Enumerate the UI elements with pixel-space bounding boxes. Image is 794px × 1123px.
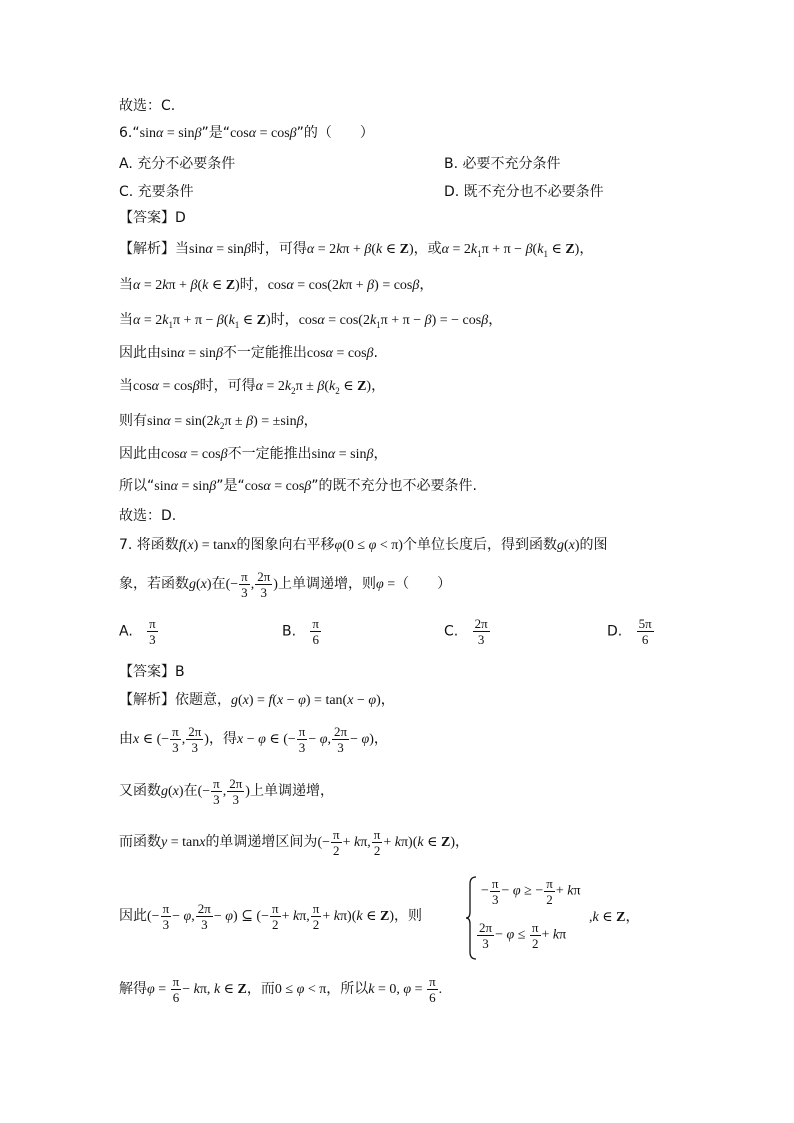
math: k = 0, φ = $\frac{\pi}{6}$ . (368, 974, 443, 1006)
option-value: $\frac{5\pi}{6}$ (638, 616, 652, 647)
math: φ = (375, 577, 396, 592)
analysis-label: 【解析】 (119, 692, 175, 708)
q7-answer: 【答案】B (119, 664, 185, 680)
text: 7. 将函数 (119, 537, 179, 553)
q6-stem (119, 123, 374, 144)
option-label: A. (119, 623, 133, 640)
text: 的图 (579, 537, 608, 553)
system-row-2: $\frac{2\pi}{3}$ − φ ≤ $\frac{\pi}{2}$ + kπ (479, 920, 567, 951)
text: 又函数 (119, 783, 161, 799)
text: 所以“ (119, 478, 155, 494)
text: ，而 (246, 981, 275, 997)
text: 时， (270, 312, 299, 328)
text: 的图象向右平移 (236, 537, 335, 553)
math: cosα = cosβ (133, 379, 200, 394)
q6-num: 6. (119, 125, 133, 141)
q6-analysis-line5 (119, 376, 385, 401)
math: g(x) (189, 577, 212, 592)
text: 当 (119, 277, 133, 293)
text: ， (373, 446, 388, 462)
text: ”是“ (216, 478, 245, 494)
math: g(x) = f(x − φ) = tan(x − φ) (231, 693, 381, 708)
text: ”的既不充分也不必要条件. (311, 478, 477, 494)
text: 因此由 (119, 345, 161, 361)
math: φ(0 ≤ φ < π) (334, 538, 403, 553)
text: 在 (183, 783, 198, 799)
math: x − φ ∈ (− $\frac{\pi}{3}$ − φ, $\frac{2\pi}{3}$ − φ) (236, 724, 374, 756)
q6-choice: 故选：D. (119, 508, 177, 524)
q6-option-d: D. 既不充分也不必要条件 (444, 184, 604, 200)
text: ， (303, 413, 318, 429)
text: ，得 (208, 731, 237, 747)
text: ， (579, 241, 594, 257)
math: g(x) (161, 784, 184, 799)
text: 象，若函数 (119, 576, 189, 592)
text: 当 (119, 312, 133, 328)
q6-analysis-line1 (119, 239, 593, 264)
text: ，则 (393, 908, 422, 924)
math: α = 2kπ + β(k ∈ Z) (133, 278, 240, 293)
math: α = 2kπ + β(k ∈ Z) (306, 242, 414, 257)
math: sinα = sinβ (154, 479, 217, 494)
option-value: $\frac{\pi}{3}$ (149, 616, 156, 647)
math: $\cos\alpha = \cos(2k_1\pi + \pi - \beta)$ = − cosβ (298, 313, 489, 330)
option-value: $\frac{2\pi}{3}$ (474, 616, 488, 647)
text: 时，可得 (199, 378, 256, 394)
text: ，所以 (326, 981, 369, 997)
text: 因此由 (119, 446, 161, 462)
q6-option-a: A. 充分不必要条件 (119, 156, 236, 172)
text: 当 (119, 378, 133, 394)
text: 时， (239, 277, 268, 293)
math: (− $\frac{\pi}{3}$ − φ, $\frac{2\pi}{3}$ − φ) ⊆ (− $\frac{\pi}{2}$ + kπ, $\frac{\pi}{2}$ + kπ)(k ∈ Z) (147, 901, 394, 933)
math: cosα = cos(2kπ + β) = cosβ (267, 278, 420, 293)
option-label: B. (282, 623, 297, 640)
q6-analysis-line3 (119, 310, 502, 335)
q6-analysis-line7 (119, 444, 388, 465)
text: 依题意， (175, 692, 231, 708)
q7-stem-line2 (119, 565, 451, 604)
text: 而函数 (119, 834, 161, 850)
q7-analysis-line2 (119, 720, 388, 759)
math: (− $\frac{\pi}{3}$ , $\frac{2\pi}{3}$ ) (225, 569, 278, 601)
math: y = tanx (161, 835, 206, 850)
math: sinα = sinβ (311, 447, 374, 462)
text: ， (373, 731, 388, 747)
q7-stem-line1 (119, 535, 608, 556)
text: 解得 (119, 981, 147, 997)
math: (− $\frac{\pi}{3}$ , $\frac{2\pi}{3}$ ) (197, 776, 250, 808)
option-label: C. (444, 623, 459, 640)
text: . (373, 345, 378, 361)
q7-analysis-line4 (119, 823, 469, 862)
math: x ∈ (− $\frac{\pi}{3}$ , $\frac{2\pi}{3}$ ) (133, 724, 209, 756)
q6-analysis-line2 (119, 275, 433, 296)
math: 0 ≤ φ < π (274, 982, 327, 997)
q6-option-c: C. 充要条件 (119, 184, 194, 200)
q6-analysis-line6 (119, 411, 318, 436)
analysis-label: 【解析】 (119, 241, 175, 257)
q7-analysis-line3 (119, 772, 334, 811)
system-row-1: − $\frac{\pi}{3}$ − φ ≥ − $\frac{\pi}{2}$ + kπ (481, 876, 581, 907)
math: $\alpha = 2k_1\pi + \pi - \beta(k_1$ ∈ Z) (133, 313, 271, 330)
math: cosα = cosβ (306, 346, 374, 361)
q6-cond-cos: cosα = cosβ (230, 126, 297, 141)
q6-answer: 【答案】D (119, 210, 186, 226)
math: sinα = sinβ (189, 242, 251, 257)
q6-analysis-line4 (119, 343, 378, 364)
text: 个单位长度后，得到函数 (402, 537, 557, 553)
text: 则有 (119, 413, 147, 429)
text: 的单调递增区间为 (205, 834, 318, 850)
option-value: $\frac{\pi}{6}$ (312, 616, 319, 647)
math: $\alpha = 2k_1\pi + \pi - \beta(k_1$ ∈ Z) (441, 242, 580, 259)
text: ， (419, 277, 434, 293)
q7-option-b (282, 616, 322, 647)
text: ， (455, 834, 469, 850)
text: 在 (211, 576, 226, 592)
math: sinα = sinβ (161, 346, 223, 361)
text: ， (625, 909, 640, 925)
math: (− $\frac{\pi}{2}$ + kπ, $\frac{\pi}{2}$ + kπ)(k ∈ Z) (317, 827, 455, 859)
text: 当 (175, 241, 189, 257)
text: 不一定能推出 (227, 446, 312, 462)
math: cosα = cosβ (161, 447, 228, 462)
math: g(x) (556, 538, 580, 553)
q7-option-a (119, 616, 159, 647)
q7-option-c (444, 616, 491, 647)
text: ， (380, 692, 395, 708)
q6-quote-mid: ”是“ (201, 125, 231, 141)
text: 上单调递增， (249, 783, 334, 799)
math: cosα = cosβ (244, 479, 312, 494)
q7-analysis-line5 (119, 897, 422, 936)
text: 上单调递增，则 (277, 576, 376, 592)
q6-paren: ”的（ ） (296, 125, 374, 141)
text: ， (488, 312, 503, 328)
math: $\sin\alpha = \sin(2k_2\pi \pm \beta) = \pm\sin\beta$ (147, 414, 304, 431)
math: $\alpha = 2k_2\pi \pm \beta(k_2$ ∈ Z) (255, 379, 372, 396)
text: 因此 (119, 908, 147, 924)
text: 不一定能推出 (222, 345, 307, 361)
q7-analysis-line6 (119, 970, 442, 1009)
text: ， (371, 378, 386, 394)
q6-analysis-line8 (119, 476, 477, 497)
text: （ ） (395, 576, 452, 592)
text: ，或 (413, 241, 442, 257)
prev-choice: 故选：C. (119, 98, 176, 114)
q6-quote: “ (132, 125, 140, 141)
text: 时，可得 (250, 241, 307, 257)
q6-option-b: B. 必要不充分条件 (444, 156, 561, 172)
q6-cond-sin: sinα = sinβ (139, 126, 202, 141)
text: 由 (119, 731, 133, 747)
option-label: D. (607, 623, 623, 640)
q7-analysis-line1 (119, 690, 395, 711)
math: f(x) = tanx (178, 538, 237, 553)
math: φ = $\frac{\pi}{6}$ − kπ, k ∈ Z (147, 974, 247, 1006)
q7-option-d (607, 616, 655, 647)
system-cond: ,k ∈ Z， (589, 909, 640, 925)
